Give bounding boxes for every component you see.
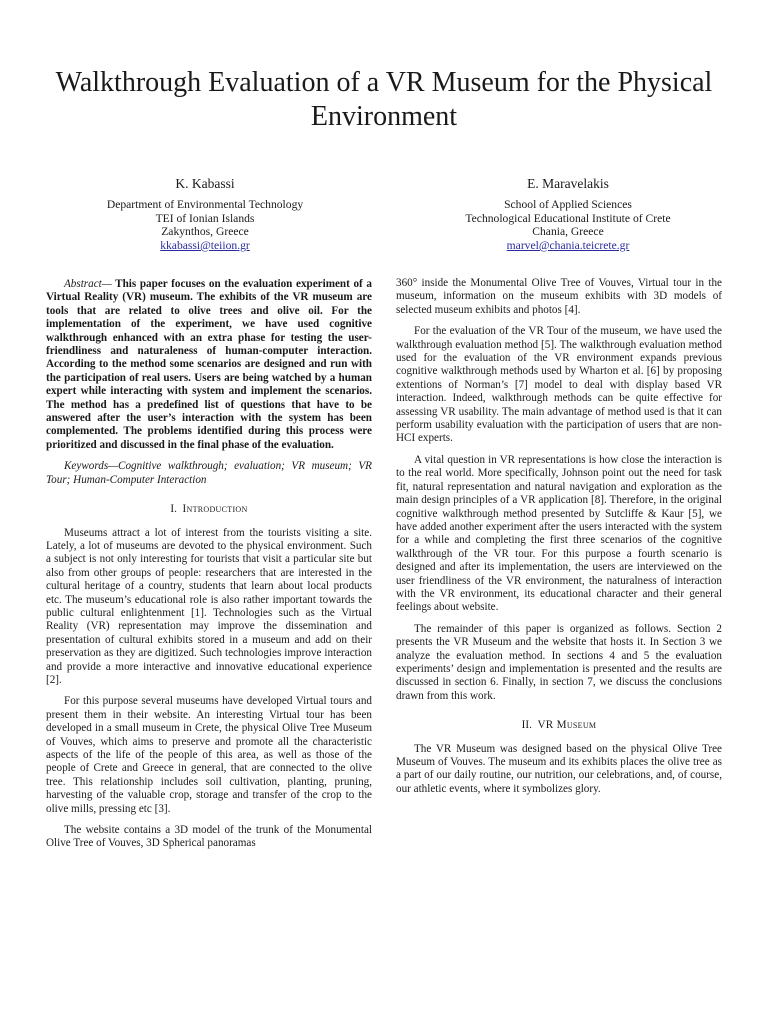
paper-title: Walkthrough Evaluation of a VR Museum for the Physical Environment (55, 67, 713, 132)
right-column (396, 277, 722, 804)
paragraph: Museums attract a lot of interest from the tourists visiting a site. Lately, a lot of museums are devoted to the physical environment. Such a subject is not only interesting for tourists that visit a particular site but also from other groups of people: researchers that are interested in the cultural heritage of a country, students that learn about local products etc. The museum’s educational role is also rather important towards the public cultural enlightenment [1]. Technologies such as the Virtual Reality (VR) representation may improve the dissemination and presentation of cultural exhibits stored in a museum and add on their preservation as they are digitized. Such technologies improve interaction and provide a more interactive and innovative educational experience [2]. (46, 526, 372, 686)
section-heading-introduction: I. Introduction (170, 503, 248, 516)
author-name: E. Maravelakis (527, 176, 609, 191)
author-email-link[interactable]: marvel@chania.teicrete.gr (506, 238, 630, 252)
section-heading-vr-museum: II. VR Museum (521, 719, 597, 732)
paragraph: A vital question in VR representations is how close the interaction is to the real world. More specifically, Johnson point out the need for task fit, natural representation and natural navigation and exploration as the main design principles of a VR application [8]. Therefore, in the original cognitive walkthrough method presented by Sutcliffe & Kaur [5], we have added another experiment after the users interacted with the system for a while and completing the first three scenarios of the cognitive walkthrough of the VR tour. For this purpose a fourth scenario is designed and after its implementation, the users are interviewed on the user friendliness of the VR environment, the naturalness of interaction with the VR environment, its educational character and their general feelings about website. (396, 453, 722, 614)
author-affiliation: TEI of Ionian Islands (155, 211, 255, 225)
left-column (46, 278, 372, 859)
paragraph: The remainder of this paper is organized as follows. Section 2 presents the VR Museum and the website that hosts it. In Section 3 we analyze the evaluation method. In sections 4 and 5 the evaluation experiments’ design and implementation is presented and the results are discussed in section 6. Finally, in section 7, we discuss the conclusions drawn from this work. (396, 622, 722, 702)
abstract-text: This paper focuses on the evaluation experiment of a Virtual Reality (VR) museum. The exhibits of the VR museum are tools that are related to olive trees and olive oil. For the implementation of the experiment, we have used cognitive walkthrough enhanced with an extra phase for testing the user-friendliness and naturaleness of human-computer interaction. According to the method some scenarios are designed and run with the participation of real users. Users are being watched by a human expert while interacting with system and implement the scenarios. The method has a predefined list of questions that have to be answered after the user’s interaction with the system has been complemented. The problems identified during this process were prioritized and discussed in the final phase of the evaluation. (46, 278, 372, 451)
paragraph-continuation: 360° inside the Monumental Olive Tree of Vouves, Virtual tour in the museum, information on the museum exhibits with 3D models of selected museum exhibits and photos [4]. (396, 277, 722, 316)
author-affiliation: School of Applied Sciences (504, 198, 632, 211)
author-location: Chania, Greece (532, 225, 604, 239)
keywords: Keywords—Cognitive walkthrough; evaluation; VR museum; VR Tour; Human-Computer Interaction (46, 460, 372, 486)
author-location: Zakynthos, Greece (161, 225, 249, 239)
paragraph: The website contains a 3D model of the trunk of the Monumental Olive Tree of Vouves, 3D Spherical panoramas (46, 824, 372, 850)
paragraph: The VR Museum was designed based on the physical Olive Tree Museum of Vouves. The museum and its exhibits places the olive tree as a part of our daily routine, our nutrition, our celebrations, and, of course, our athletic events, where it symbolizes glory. (396, 742, 722, 795)
paragraph: For the evaluation of the VR Tour of the museum, we have used the walkthrough evaluation method [5]. The walkthrough evaluation method used for the evaluation of the VR environment expands previous cognitive walkthrough methods used by Wharton et al. [6] by proposing extentions of Norman’s [7] model to deal with display based VR interaction. Indeed, walkthrough methods can be quite effective for assessing VR usability. The main advantage of method used is that it can perform usability evaluation with the participation of users that are non-HCI experts. (396, 325, 722, 445)
paragraph: For this purpose several museums have developed Virtual tours and present them in their website. An interesting Virtual tour has been developed in a small museum in Crete, the physical Olive Tree Museum of Vouves, which aims to preserve and promote all the characteristic aspects of the life of the people of this area, as well as those of the people of Crete and Greece in general, that are connected to the olive tree. This relationship includes soil cultivation, planting, pruning, harvesting of the valuable crop, storage and transfer of the crop to the olive mills, pressing etc [3]. (46, 695, 372, 815)
author-block-1 (62, 176, 348, 252)
author-affiliation: Technological Educational Institute of Crete (465, 211, 671, 225)
author-email-link[interactable]: kkabassi@teiion.gr (160, 238, 250, 252)
abstract (46, 278, 372, 452)
author-block-2 (412, 176, 724, 252)
author-name: K. Kabassi (175, 176, 235, 191)
abstract-label: Abstract— (64, 278, 112, 290)
author-affiliation: Department of Environmental Technology (106, 198, 304, 211)
